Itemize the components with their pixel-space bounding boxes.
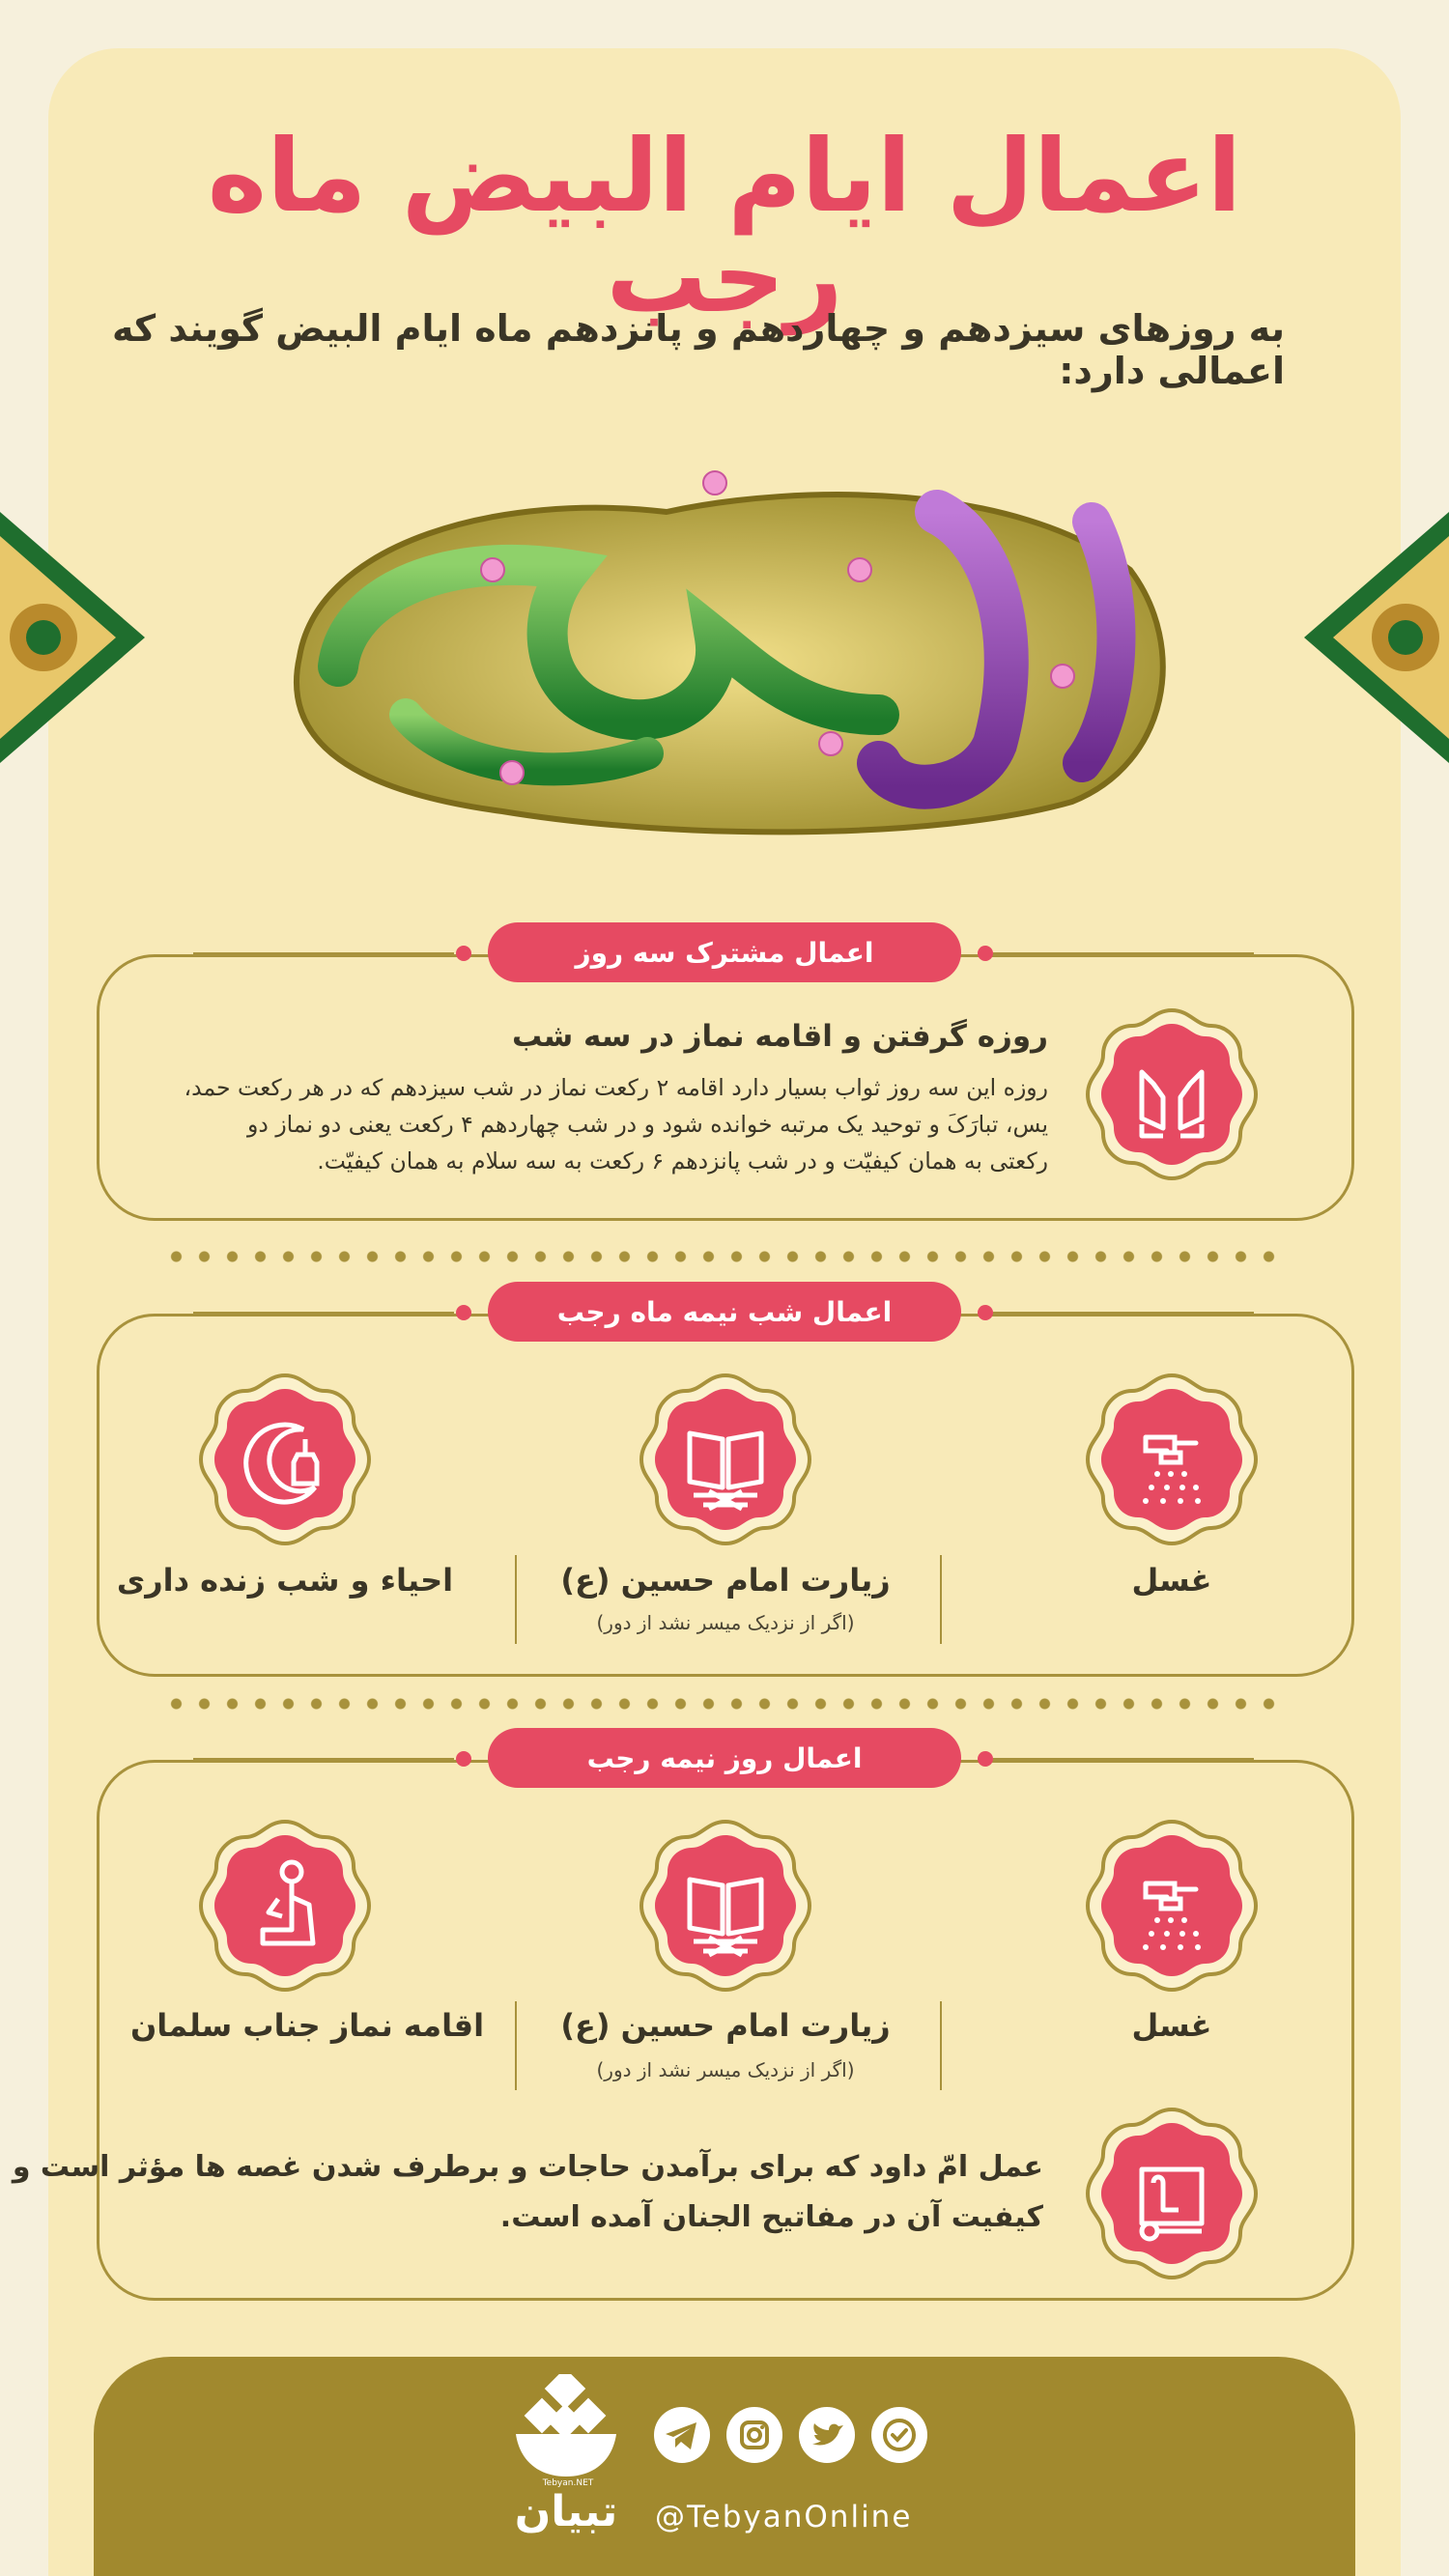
verified-icon[interactable] [869,2405,929,2465]
quran-icon [636,1816,815,1996]
day-item-salman: اقامه نماز جناب سلمان [129,2007,485,2044]
right-ornament-decoration [1277,493,1449,782]
shower-icon [1082,1370,1262,1549]
umm-dawood-line-2: کیفیت آن در مفاتیح الجنان آمده است. [499,2200,1043,2234]
praying-hands-icon [1082,1005,1262,1184]
section-header-line [993,1312,1254,1315]
section-header-dot [978,946,993,961]
section1-heading: روزه گرفتن و اقامه نماز در سه شب [511,1019,1048,1054]
dotted-divider [162,1251,1287,1262]
tebyan-logo-icon [512,2374,620,2478]
section-header-dot [978,1305,993,1320]
umm-dawood-paragraph [12,2142,1043,2243]
item-separator [515,1555,517,1644]
social-handle[interactable]: @TebyanOnline [655,2500,913,2534]
section-header-line [993,1758,1254,1761]
section-title-day: اعمال روز نیمه رجب [488,1728,961,1788]
page-title: اعمال ایام البیض ماه رجب [207,117,1242,335]
section-header-dot [456,1305,471,1320]
telegram-icon[interactable] [652,2405,712,2465]
brand-name: تبیان [514,2487,618,2536]
dotted-divider [162,1698,1287,1710]
footer [94,2357,1355,2576]
calligraphy-artwork [261,425,1208,850]
twitter-icon[interactable] [797,2405,857,2465]
prayer-rug-icon [1082,2104,1262,2283]
section-header-line [193,952,454,955]
night-item-ehya: احیاء و شب زنده داری [116,1562,454,1599]
night-item-ziyarat: زیارت امام حسین (ع) [560,1562,891,1599]
section1-paragraph [184,1069,1048,1179]
section1-line-1: روزه این سه روز ثواب بسیار دارد اقامه ۲ رکعت نماز در شب سیزدهم که در هر رکعت حمد، [184,1074,1048,1101]
umm-dawood-line-1: عمل امّ داود که برای برآمدن حاجات و برطرف شدن غصه ها مؤثر است و [12,2150,1043,2184]
section-title-night: اعمال شب نیمه ماه رجب [488,1282,961,1342]
day-item-ghusl: غسل [1131,2007,1212,2044]
section-header-dot [456,1751,471,1767]
instagram-icon[interactable] [724,2405,784,2465]
day-item-ziyarat-note: (اگر از نزدیک میسر نشد از دور) [596,2058,855,2081]
day-item-ziyarat: زیارت امام حسین (ع) [560,2007,891,2044]
item-separator [515,2001,517,2090]
section-header-dot [978,1751,993,1767]
night-item-ghusl: غسل [1131,1562,1212,1599]
night-item-ziyarat-note: (اگر از نزدیک میسر نشد از دور) [596,1611,855,1634]
praying-man-icon [195,1816,375,1996]
quran-icon [636,1370,815,1549]
section1-line-3: رکعتی به همان کیفیّت و در شب پانزدهم ۶ رکعت به سه سلام به همان کیفیّت. [317,1147,1048,1175]
left-ornament-decoration [0,493,174,782]
item-separator [940,1555,942,1644]
section-header-line [193,1312,454,1315]
crescent-lantern-icon [195,1370,375,1549]
shower-icon [1082,1816,1262,1996]
section1-line-2: یس، تبارَکَ و توحید یک مرتبه خوانده شود و در شب چهاردهم ۴ رکعت یعنی دو نماز دو [247,1111,1048,1138]
section-header-dot [456,946,471,961]
page-subtitle: به روزهای سیزدهم و چهاردهم و پانزدهم ماه ایام البیض گویند که اعمالی دارد: [111,307,1285,392]
brand-domain: Tebyan.NET [542,2478,594,2488]
item-separator [940,2001,942,2090]
section-title-common-days: اعمال مشترک سه روز [488,922,961,982]
section-header-line [993,952,1254,955]
section-header-line [193,1758,454,1761]
